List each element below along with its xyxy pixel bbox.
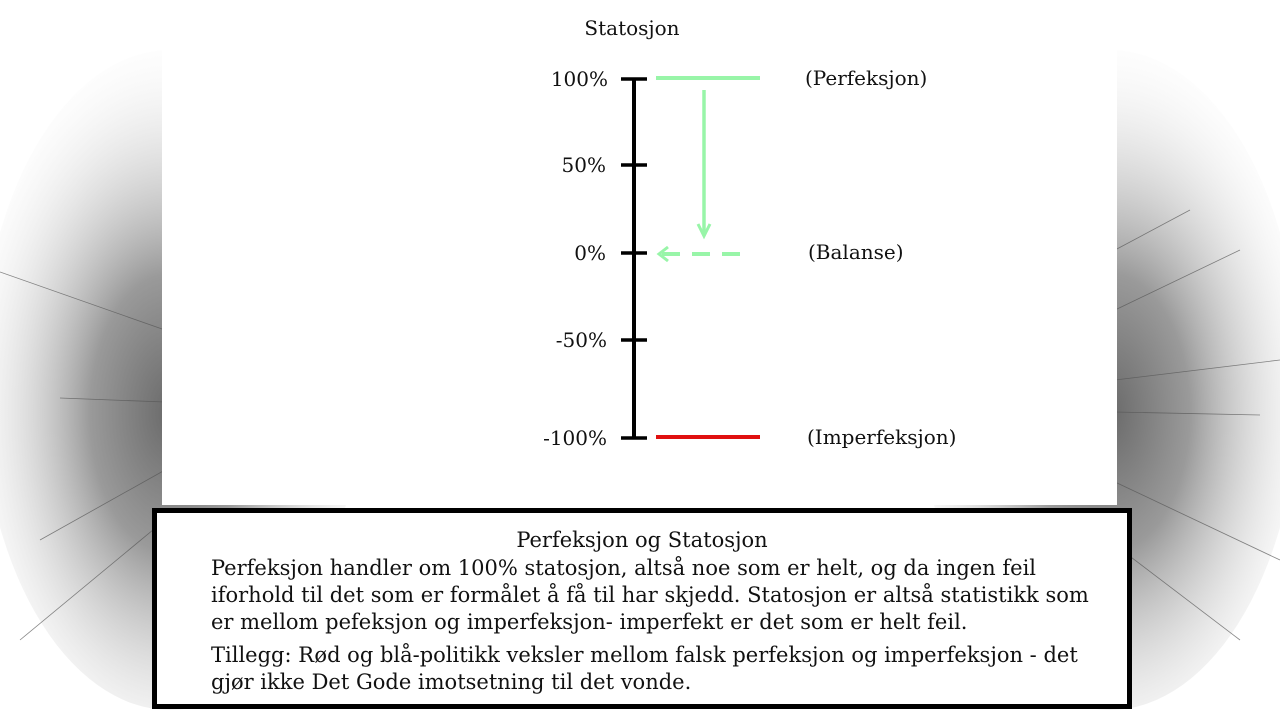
level-label-perfeksjon: (Perfeksjon) <box>805 66 928 90</box>
explanation-paragraph: Perfeksjon handler om 100% statosjon, altså noe som er helt, og da ingen feil iforhold til det som er formålet å få til har skjedd. Statosjon er altså statistikk som er mellom pefeksjon og imperfeksjon- imperfekt er det som er helt feil. <box>211 556 1089 634</box>
tick-label-minus100: -100% <box>543 426 607 450</box>
explanation-box <box>152 508 1132 709</box>
tick-label-minus50: -50% <box>555 328 607 352</box>
level-label-imperfeksjon: (Imperfeksjon) <box>807 425 957 449</box>
tick-label-100: 100% <box>550 67 608 91</box>
diagram-title: Statosjon <box>584 16 680 40</box>
tick-label-50: 50% <box>561 153 606 177</box>
explanation-title: Perfeksjon og Statosjon <box>516 528 768 552</box>
level-label-balanse: (Balanse) <box>808 240 904 264</box>
explanation-addendum: Tillegg: Rød og blå-politikk veksler mellom falsk perfeksjon og imperfeksjon - det gjør ikke Det Gode imotsetning til det vonde. <box>211 643 1078 694</box>
tick-label-0: 0% <box>574 241 606 265</box>
